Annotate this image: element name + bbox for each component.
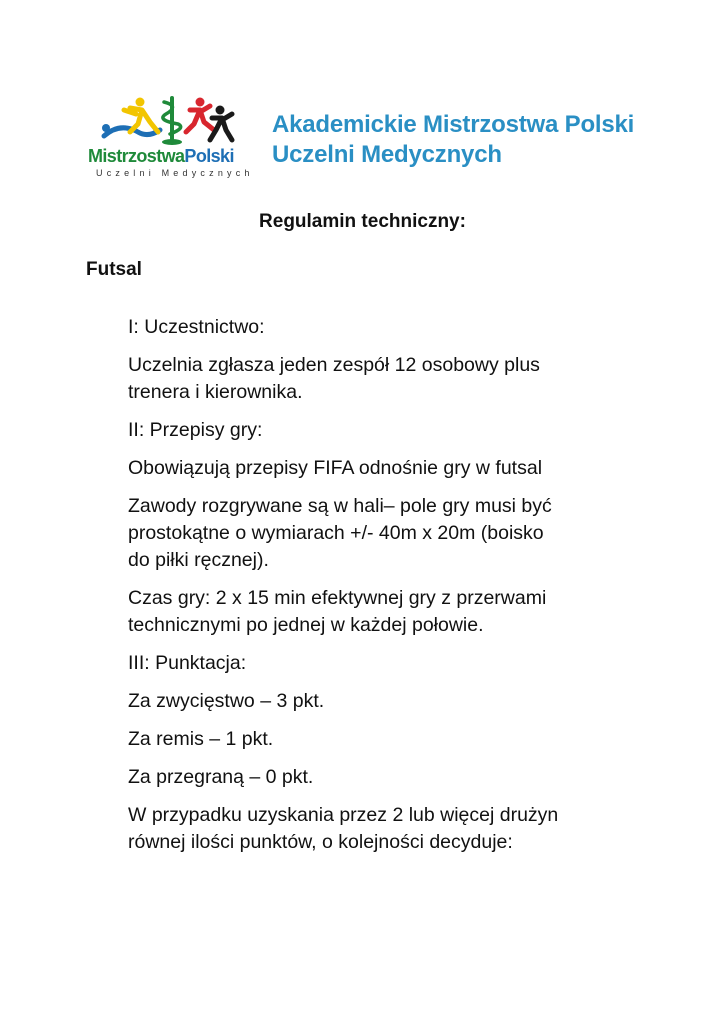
document-title: Regulamin techniczny: [259,211,466,232]
athletes-logo-icon [86,92,258,148]
paragraph: Zawody rozgrywane są w hali– pole gry musi być prostokątne o wymiarach +/- 40m x 20m (boisko do piłki ręcznej). [128,495,552,571]
championship-logo [86,92,258,182]
regulations-body [128,314,648,867]
logo-word-second: Polski [184,146,234,166]
logo-subtitle: Uczelni Medycznych [96,168,254,178]
paragraph: II: Przepisy gry: [128,419,263,441]
paragraph: Uczelnia zgłasza jeden zespół 12 osobowy plus trenera i kierownika. [128,354,540,403]
paragraph: W przypadku uzyskania przez 2 lub więcej drużyn równej ilości punktów, o kolejności decyduje: [128,804,559,853]
paragraph: Za remis – 1 pkt. [128,728,274,750]
header-title [272,110,634,170]
paragraph: I: Uczestnictwo: [128,316,265,338]
paragraph: Czas gry: 2 x 15 min efektywnej gry z przerwami technicznymi po jednej w każdej połowie. [128,587,547,636]
logo-word-first: Mistrzostwa [88,146,185,166]
logo-wordmark [88,146,234,167]
paragraph: Obowiązują przepisy FIFA odnośnie gry w futsal [128,457,543,479]
paragraph: Za przegraną – 0 pkt. [128,766,314,788]
paragraph: III: Punktacja: [128,652,247,674]
paragraph: Za zwycięstwo – 3 pkt. [128,690,325,712]
document-header [86,92,646,184]
header-title-line-1: Akademickie Mistrzostwa Polski [272,111,635,138]
header-title-line-2: Uczelni Medycznych [272,141,502,168]
section-title: Futsal [86,259,142,280]
